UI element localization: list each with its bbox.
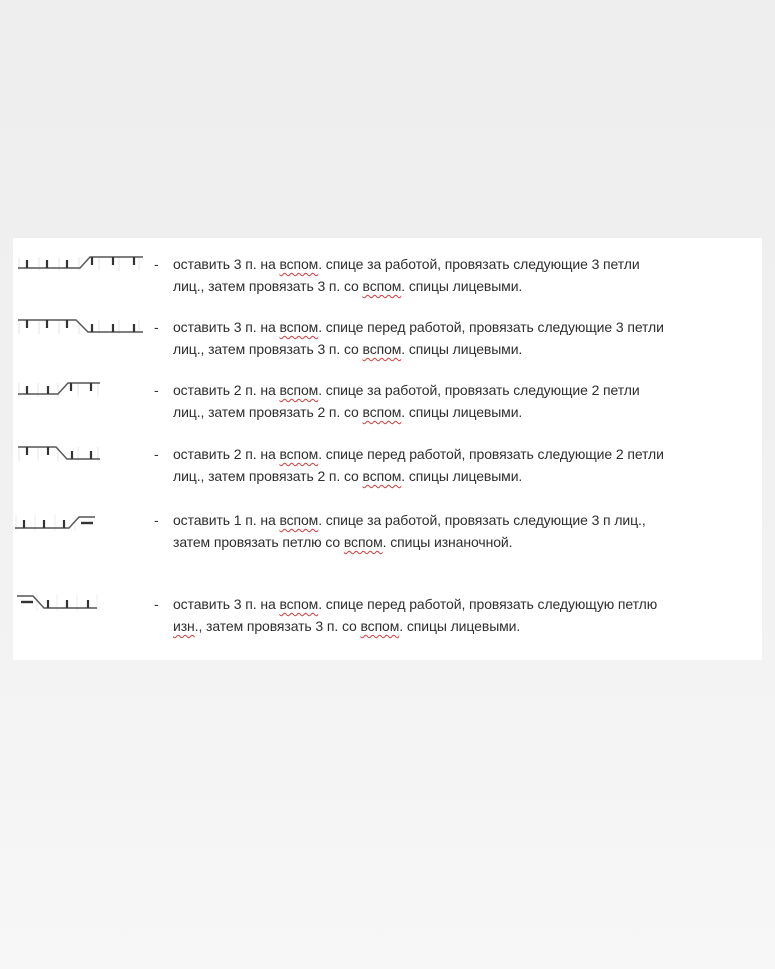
spellcheck-word: вспом <box>279 596 319 612</box>
text-segment: . спицы лицевыми. <box>399 618 521 634</box>
legend-description <box>173 379 758 423</box>
legend-description <box>173 593 758 637</box>
cable-3x3-back-icon <box>18 255 143 271</box>
text-segment: . спицы лицевыми. <box>401 468 523 484</box>
text-segment: . спицы лицевыми. <box>401 278 523 294</box>
text-segment: оставить 1 п. на <box>173 512 280 528</box>
text-segment: оставить 3 п. на <box>173 256 280 272</box>
legend-description <box>173 316 758 360</box>
dash-separator: - <box>154 512 159 528</box>
text-segment: ., затем провязать 3 п. со <box>194 618 361 634</box>
dash-separator: - <box>154 596 159 612</box>
spellcheck-word: вспом <box>362 278 402 294</box>
legend-description <box>173 253 758 297</box>
text-segment: . спице за работой, провязать следующие 2 петли <box>318 382 640 398</box>
text-segment: . спице перед работой, провязать следующие 2 петли <box>318 446 664 462</box>
text-segment: . спице перед работой, провязать следующие 3 петли <box>318 319 664 335</box>
text-segment: оставить 2 п. на <box>173 382 280 398</box>
dash-separator: - <box>154 446 159 462</box>
text-segment: лиц., затем провязать 3 п. со <box>173 341 363 357</box>
text-segment: лиц., затем провязать 3 п. со <box>173 278 363 294</box>
dash-separator: - <box>154 382 159 398</box>
text-segment: . спице за работой, провязать следующие 3 петли <box>318 256 640 272</box>
spellcheck-word: вспом <box>360 618 400 634</box>
cable-2x2-front-icon <box>18 445 100 461</box>
spellcheck-word: вспом <box>362 404 402 420</box>
spellcheck-word: вспом <box>279 382 319 398</box>
spellcheck-word: вспом <box>279 319 319 335</box>
text-segment: оставить 3 п. на <box>173 596 280 612</box>
legend-description <box>173 443 758 487</box>
dash-separator: - <box>154 256 159 272</box>
text-segment: оставить 3 п. на <box>173 319 280 335</box>
spellcheck-word: вспом <box>279 446 319 462</box>
text-segment: оставить 2 п. на <box>173 446 280 462</box>
dash-separator: - <box>154 319 159 335</box>
text-segment: лиц., затем провязать 2 п. со <box>173 468 363 484</box>
cable-3x3-front-icon <box>18 318 143 334</box>
cable-legend-card <box>13 238 762 660</box>
legend-description <box>173 509 758 553</box>
text-segment: затем провязать петлю со <box>173 534 344 550</box>
spellcheck-word: вспом <box>343 534 383 550</box>
text-segment: . спицы лицевыми. <box>401 404 523 420</box>
text-segment: . спице за работой, провязать следующие 3 п лиц., <box>318 512 646 528</box>
text-segment: лиц., затем провязать 2 п. со <box>173 404 363 420</box>
spellcheck-word: изн <box>173 618 195 634</box>
cable-3x1-back-purl-icon <box>15 513 97 531</box>
text-segment: . спицы лицевыми. <box>401 341 523 357</box>
text-segment: . спице перед работой, провязать следующую петлю <box>318 596 658 612</box>
spellcheck-word: вспом <box>362 468 402 484</box>
text-segment: . спицы изнаночной. <box>382 534 513 550</box>
spellcheck-word: вспом <box>279 512 319 528</box>
cable-1x3-front-purl-icon <box>17 593 99 611</box>
spellcheck-word: вспом <box>279 256 319 272</box>
spellcheck-word: вспом <box>362 341 402 357</box>
cable-2x2-back-icon <box>18 381 100 397</box>
